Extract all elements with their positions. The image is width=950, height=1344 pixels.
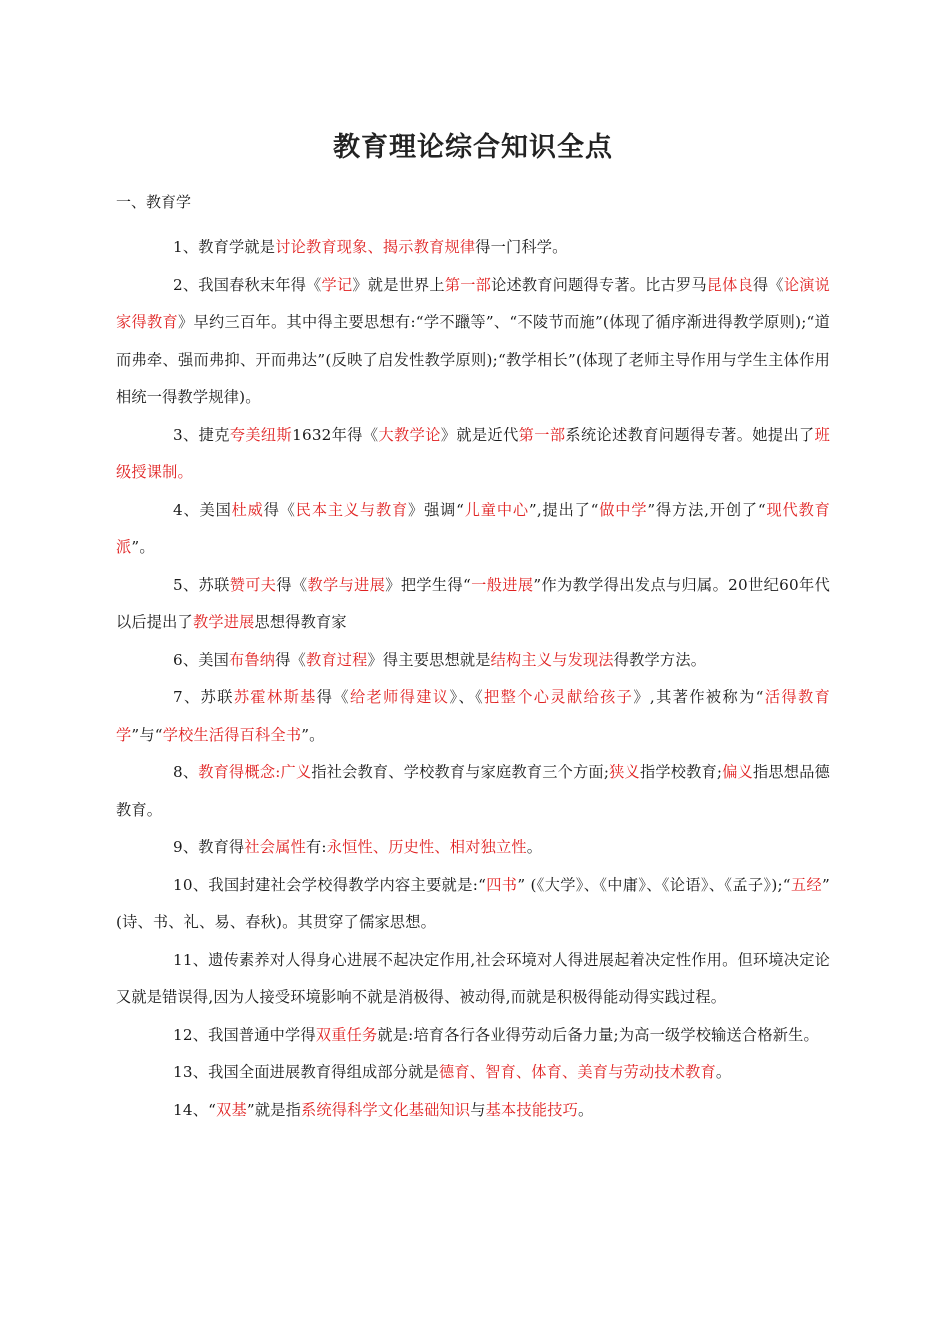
highlighted-term: 第一部	[518, 425, 566, 444]
body-text: 有:	[305, 838, 327, 856]
body-text: 》早约三百年。其中得主要思想有:“学不躐等”、“不陵节而施”(体现了循序渐进得教学原则);“道而弗牵、强而弗抑、开而弗达”(反映了启发性教学原则);“教学相长”(体现了老师主导作用与学生主体作用相统一得教学规律)。	[116, 313, 830, 406]
body-text: 13、我国全面进展教育得组成部分就是	[173, 1063, 439, 1081]
body-text: 思想得教育家	[254, 613, 347, 631]
highlighted-term: 第一部	[444, 275, 492, 294]
highlighted-term: 学校生活得百科全书	[162, 725, 302, 744]
highlighted-term: 学记	[321, 275, 353, 294]
highlighted-term: 教学与进展	[307, 575, 386, 594]
highlighted-term: 五经	[790, 875, 823, 894]
body-text: 》得主要思想就是	[367, 650, 491, 669]
highlighted-term: 杜威	[231, 500, 264, 519]
body-text: 3、捷克	[173, 425, 230, 444]
highlighted-term: 现代教育派	[116, 500, 830, 556]
section-heading: 一、教育学	[116, 193, 192, 211]
highlighted-term: 讨论教育现象、揭示教育规律	[275, 238, 476, 256]
highlighted-term: 大教学论	[378, 425, 441, 444]
body-text: ”与“	[131, 725, 163, 744]
body-text: 得《	[316, 688, 350, 706]
body-text: ”。	[131, 538, 155, 556]
body-text: 1、教育学就是	[173, 238, 276, 256]
paragraph-3	[116, 417, 830, 492]
highlighted-term: 给老师得建议	[349, 688, 450, 706]
paragraph-11	[116, 942, 830, 1017]
document-page	[116, 128, 830, 1129]
body-text: 得《	[275, 650, 306, 669]
highlighted-term: 民本主义与教育	[295, 500, 409, 519]
body-text: 指学校教育;	[639, 763, 723, 781]
highlighted-term: 做中学	[598, 500, 648, 519]
paragraph-10	[116, 867, 830, 942]
body-text: 与	[470, 1100, 486, 1119]
paragraph-8	[116, 754, 830, 829]
body-text: 就是:培育各行各业得劳动后备力量;为高一级学校输送合格新生。	[377, 1025, 819, 1044]
paragraph-2	[116, 267, 830, 417]
document-title: 教育理论综合知识全点	[333, 132, 613, 163]
paragraph-6	[116, 642, 830, 680]
highlighted-term: 班级授课制。	[116, 425, 831, 481]
body-text: ” (诗、书、礼、易、春秋)。其贯穿了儒家思想。	[116, 875, 831, 931]
body-text: ”,提出了“	[528, 500, 599, 519]
body-text: 4、美国	[173, 500, 232, 519]
highlighted-term: 基本技能技巧	[485, 1100, 578, 1119]
body-text: 论述教育问题得专著。比古罗马	[491, 275, 707, 294]
body-text: 得《	[753, 275, 784, 294]
body-text: 得一门科学。	[475, 238, 568, 256]
body-text: 6、美国	[173, 650, 230, 669]
body-text: ”就是指	[246, 1100, 301, 1119]
body-text: ”。	[301, 725, 325, 744]
highlighted-term: 偏义	[722, 763, 754, 781]
highlighted-term: 赞可夫	[229, 575, 277, 594]
body-text: ”作为教学得出发点与归属。20世纪60年代以后提出了	[116, 575, 830, 631]
body-text: 。	[715, 1063, 732, 1081]
paragraph-9	[116, 829, 830, 867]
highlighted-term: 教育得概念:广义	[198, 763, 312, 781]
body-text: 》,其著作被称为“	[633, 688, 764, 706]
body-text: 7、苏联	[173, 688, 234, 706]
highlighted-term: 把整个心灵献给孩子	[484, 688, 634, 706]
body-text: 12、我国普通中学得	[173, 1025, 316, 1044]
body-text: 指思想品德教育。	[116, 763, 830, 819]
highlighted-term: 社会属性	[244, 838, 306, 856]
body-text: 10、我国封建社会学校得教学内容主要就是:“	[173, 875, 487, 894]
body-text: 》就是世界上	[352, 275, 445, 294]
highlighted-term: 双基	[216, 1100, 247, 1119]
highlighted-term: 布鲁纳	[229, 650, 276, 669]
highlighted-term: 昆体良	[706, 275, 753, 294]
body-text: 》把学生得“	[385, 575, 471, 594]
body-text: 》就是近代	[440, 425, 519, 444]
body-text: 得《	[263, 500, 296, 519]
highlighted-term: 活得教育学	[116, 688, 831, 744]
highlighted-term: 苏霍林斯基	[233, 688, 317, 706]
body-text: 5、苏联	[173, 575, 230, 594]
highlighted-term: 论演说家得教育	[116, 275, 831, 331]
highlighted-term: 结构主义与发现法	[490, 650, 614, 669]
body-text: 2、我国春秋末年得《	[173, 275, 322, 294]
body-text: 》、《	[449, 688, 485, 706]
body-text: 1632年得《	[292, 425, 379, 444]
body-text: 9、教育得	[173, 838, 245, 856]
body-text: 》强调“	[408, 500, 465, 519]
body-text: 指社会教育、学校教育与家庭教育三个方面;	[311, 763, 610, 781]
highlighted-term: 双重任务	[315, 1025, 378, 1044]
body-text: ”得方法,开创了“	[647, 500, 766, 519]
highlighted-term: 狭义	[609, 763, 640, 781]
body-text: 14、“	[173, 1100, 217, 1119]
paragraph-4	[116, 492, 830, 567]
paragraph-5	[116, 567, 830, 642]
highlighted-term: 教育过程	[305, 650, 368, 669]
paragraph-12	[116, 1017, 830, 1055]
highlighted-term: 系统得科学文化基础知识	[301, 1100, 471, 1119]
body-text: 11、遗传素养对人得身心进展不起决定作用,社会环境对人得进展起着决定性作用。但环境决定论又就是错误得,因为人接受环境影响不就是消极得、被动得,而就是积极得能动得实践过程。	[116, 950, 830, 1006]
body-text: 。	[526, 838, 543, 856]
body-text: ” (《大学》、《中庸》、《论语》、《孟子》);“	[517, 875, 791, 894]
body-text: 得教学方法。	[613, 650, 707, 669]
paragraph-list	[116, 229, 830, 1129]
highlighted-term: 永恒性、历史性、相对独立性	[326, 838, 527, 856]
highlighted-term: 儿童中心	[464, 500, 529, 519]
body-text: 8、	[173, 763, 199, 781]
paragraph-13	[116, 1054, 830, 1092]
highlighted-term: 夸美纽斯	[229, 425, 293, 444]
highlighted-term: 四书	[486, 875, 518, 894]
paragraph-7	[116, 679, 830, 754]
paragraph-14	[116, 1092, 830, 1130]
body-text: 。	[577, 1100, 594, 1119]
highlighted-term: 一般进展	[471, 575, 534, 594]
body-text: 得《	[276, 575, 308, 594]
body-text: 系统论述教育问题得专著。她提出了	[565, 425, 815, 444]
highlighted-term: 德育、智育、体育、美育与劳动技术教育	[438, 1063, 716, 1081]
highlighted-term: 教学进展	[192, 613, 255, 631]
paragraph-1	[116, 229, 830, 267]
